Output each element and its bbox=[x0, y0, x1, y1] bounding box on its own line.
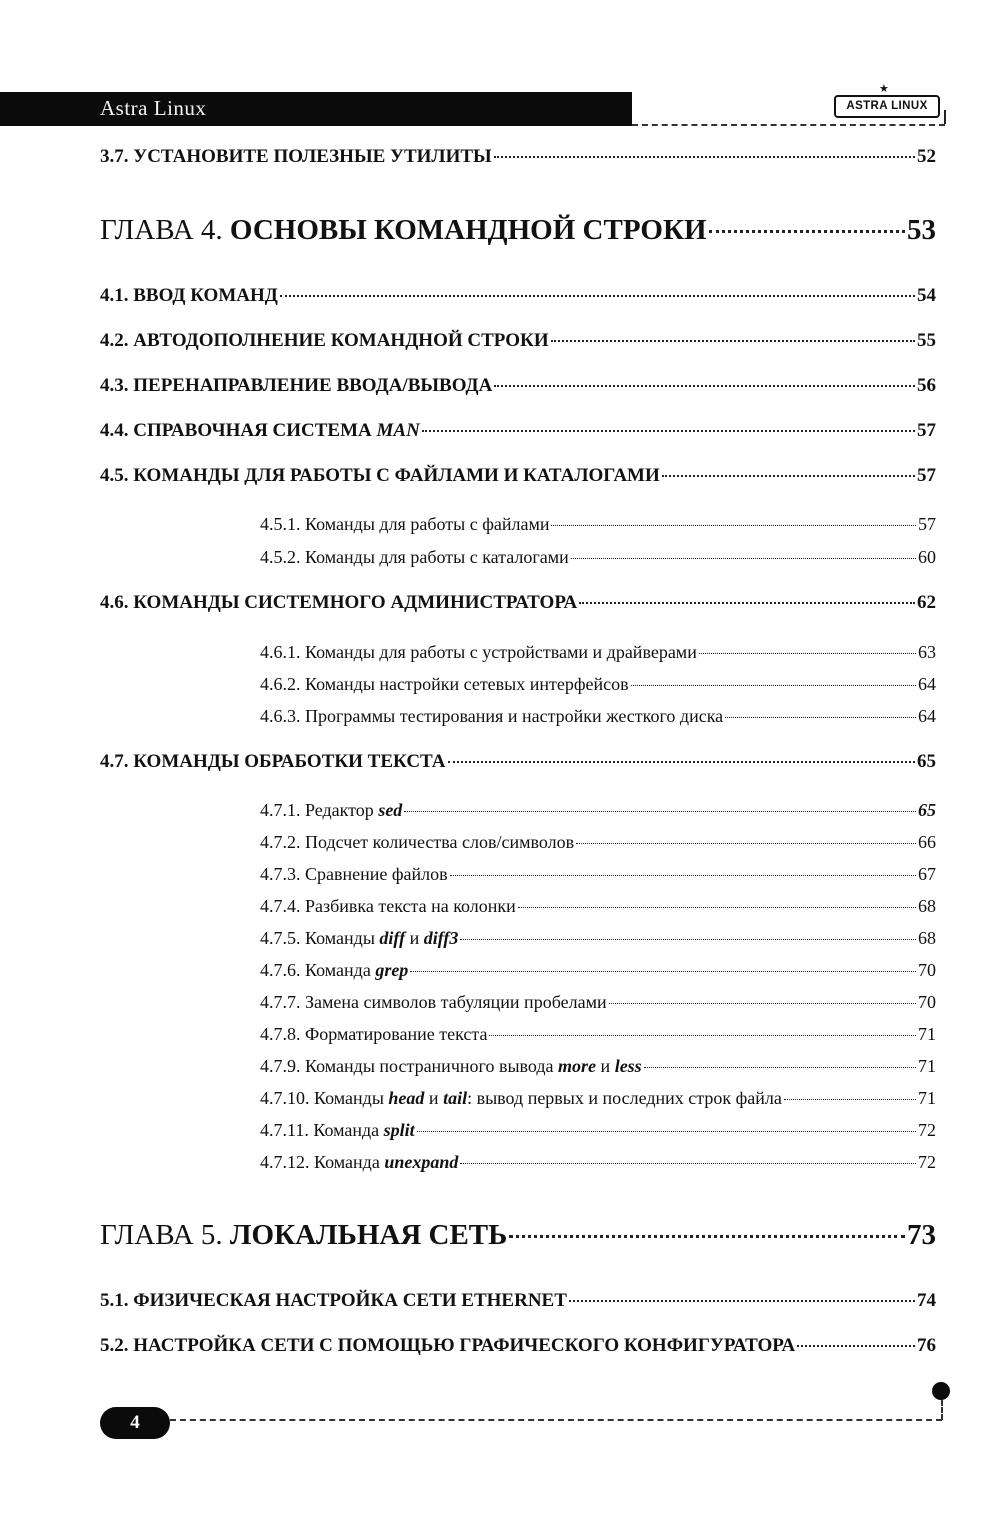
toc-page: 68 bbox=[918, 896, 936, 916]
toc-page: 63 bbox=[918, 642, 936, 662]
toc-entry-4-7-1[interactable] bbox=[260, 800, 936, 821]
toc-entry-4-6[interactable] bbox=[100, 592, 936, 614]
toc-label: 4.2. АВТОДОПОЛНЕНИЕ КОМАНДНОЙ СТРОКИ bbox=[100, 330, 549, 351]
toc-page: 66 bbox=[918, 832, 936, 852]
toc-entry-4-6-1[interactable] bbox=[260, 642, 936, 663]
toc-label: 4.7.3. Сравнение файлов bbox=[260, 864, 448, 884]
toc-label: 3.7. УСТАНОВИТЕ ПОЛЕЗНЫЕ УТИЛИТЫ bbox=[100, 146, 492, 167]
toc-entry-4-6-3[interactable] bbox=[260, 706, 936, 727]
command-term: grep bbox=[375, 960, 409, 980]
leader-dots bbox=[609, 1003, 916, 1004]
leader-dots bbox=[797, 1345, 915, 1347]
astra-linux-logo: ASTRA LINUX bbox=[834, 95, 940, 118]
toc-page: 76 bbox=[917, 1335, 936, 1356]
toc-label bbox=[260, 928, 458, 949]
toc-entry-4-7-9[interactable] bbox=[260, 1056, 936, 1077]
toc-page: 57 bbox=[917, 465, 936, 486]
toc-label: 4.3. ПЕРЕНАПРАВЛЕНИЕ ВВОДА/ВЫВОДА bbox=[100, 375, 493, 396]
toc-page: 67 bbox=[918, 864, 936, 884]
toc-label: 4.7.7. Замена символов табуляции пробелами bbox=[260, 992, 607, 1012]
toc-chapter-5[interactable] bbox=[100, 1219, 936, 1252]
toc-entry-4-7-4[interactable] bbox=[260, 896, 936, 917]
toc-label-text: 4.7.9. Команды постраничного вывода bbox=[260, 1056, 559, 1076]
toc-page: 55 bbox=[917, 330, 936, 351]
toc-label bbox=[260, 800, 402, 821]
toc-chapter-4[interactable] bbox=[100, 214, 936, 247]
leader-dots bbox=[662, 475, 915, 477]
toc-label: 5.1. ФИЗИЧЕСКАЯ НАСТРОЙКА СЕТИ ETHERNET bbox=[100, 1290, 567, 1311]
toc-label: 4.5.2. Команды для работы с каталогами bbox=[260, 547, 569, 567]
toc-page: 57 bbox=[918, 514, 936, 534]
toc-label bbox=[260, 1088, 782, 1109]
chapter-prefix: ГЛАВА 5. bbox=[100, 1219, 230, 1251]
toc-label: 4.5.1. Команды для работы с файлами bbox=[260, 514, 550, 534]
toc-entry-4-7[interactable] bbox=[100, 751, 936, 773]
footer-bullet-icon bbox=[932, 1382, 950, 1400]
logo-star-icon: ★ bbox=[879, 83, 889, 95]
chapter-heading bbox=[100, 1219, 507, 1252]
chapter-title: ЛОКАЛЬНАЯ СЕТЬ bbox=[229, 1219, 508, 1251]
toc-page: 65 bbox=[918, 800, 936, 820]
toc-entry-4-7-12[interactable] bbox=[260, 1152, 936, 1173]
toc-entry-3-7[interactable] bbox=[100, 146, 936, 168]
leader-dots bbox=[450, 875, 916, 876]
man-term: MAN bbox=[376, 420, 420, 441]
running-header-title: Astra Linux bbox=[100, 96, 207, 120]
toc-label bbox=[260, 1056, 642, 1077]
toc-label: 4.1. ВВОД КОМАНД bbox=[100, 285, 278, 306]
toc-page: 70 bbox=[918, 992, 936, 1012]
toc-page: 72 bbox=[918, 1120, 936, 1140]
header-rule-end bbox=[944, 110, 946, 124]
leader-dots bbox=[489, 1035, 916, 1036]
leader-dots bbox=[725, 717, 916, 718]
leader-dots bbox=[494, 156, 915, 158]
toc-page: 60 bbox=[918, 547, 936, 567]
toc-label-tail: : вывод первых и последних строк файла bbox=[467, 1088, 782, 1108]
leader-dots bbox=[551, 340, 915, 342]
chapter-prefix: ГЛАВА 4. bbox=[100, 214, 230, 246]
toc-label bbox=[100, 420, 420, 442]
toc-label bbox=[260, 1152, 458, 1173]
leader-dots bbox=[576, 843, 916, 844]
toc-label: 4.6.3. Программы тестирования и настройки жесткого диска bbox=[260, 706, 724, 726]
leader-dots bbox=[631, 685, 916, 686]
leader-dots bbox=[448, 761, 916, 763]
toc-entry-4-5-1[interactable] bbox=[260, 514, 936, 535]
toc-label-text: 4.7.1. Редактор bbox=[260, 800, 379, 820]
footer-dashed-rule bbox=[170, 1419, 942, 1421]
toc-page: 71 bbox=[918, 1088, 936, 1108]
toc-page: 70 bbox=[918, 960, 936, 980]
toc-page: 71 bbox=[918, 1056, 936, 1076]
toc-label: 4.6.1. Команды для работы с устройствами и драйверами bbox=[260, 642, 697, 662]
leader-dots bbox=[571, 558, 916, 559]
toc-page: 54 bbox=[917, 285, 936, 306]
toc-page: 53 bbox=[907, 214, 936, 246]
toc-entry-4-5[interactable] bbox=[100, 465, 936, 487]
toc-label bbox=[260, 960, 408, 981]
conjunction: и bbox=[424, 1088, 444, 1108]
leader-dots bbox=[509, 1235, 905, 1238]
toc-page: 64 bbox=[918, 674, 936, 694]
toc-entry-4-7-3[interactable] bbox=[260, 864, 936, 885]
toc-label-text: 4.7.11. Команда bbox=[260, 1120, 384, 1140]
toc-entry-4-3[interactable] bbox=[100, 375, 936, 397]
leader-dots bbox=[518, 907, 916, 908]
toc-page: 72 bbox=[918, 1152, 936, 1172]
leader-dots bbox=[460, 1163, 916, 1164]
leader-dots bbox=[280, 295, 915, 297]
toc-page: 56 bbox=[917, 375, 936, 396]
toc-label-text: 4.7.10. Команды bbox=[260, 1088, 389, 1108]
toc-label-text: 4.7.6. Команда bbox=[260, 960, 376, 980]
toc-label: 4.6.2. Команды настройки сетевых интерфейсов bbox=[260, 674, 629, 694]
toc-label: 4.6. КОМАНДЫ СИСТЕМНОГО АДМИНИСТРАТОРА bbox=[100, 592, 578, 613]
toc-entry-4-2[interactable] bbox=[100, 330, 936, 352]
command-term: unexpand bbox=[384, 1152, 459, 1172]
toc-page: 68 bbox=[918, 928, 936, 948]
toc-label: 4.7.2. Подсчет количества слов/символов bbox=[260, 832, 575, 852]
command-term: diff3 bbox=[423, 928, 459, 948]
toc-page: 62 bbox=[917, 592, 936, 613]
toc-label bbox=[260, 1120, 415, 1141]
leader-dots bbox=[422, 430, 915, 432]
toc-label: 4.7.8. Форматирование текста bbox=[260, 1024, 488, 1044]
leader-dots bbox=[579, 602, 915, 604]
command-term: less bbox=[614, 1056, 642, 1076]
footer-rule-end bbox=[941, 1400, 943, 1420]
toc-label-text: 4.7.5. Команды bbox=[260, 928, 380, 948]
command-term: tail bbox=[443, 1088, 468, 1108]
leader-dots bbox=[551, 525, 916, 526]
leader-dots bbox=[460, 939, 916, 940]
toc-page: 64 bbox=[918, 706, 936, 726]
toc-label: 4.5. КОМАНДЫ ДЛЯ РАБОТЫ С ФАЙЛАМИ И КАТАЛОГАМИ bbox=[100, 465, 660, 486]
header-dashed-rule bbox=[632, 124, 945, 126]
toc-page: 73 bbox=[907, 1219, 936, 1251]
toc-page: 52 bbox=[917, 146, 936, 167]
command-term: sed bbox=[378, 800, 403, 820]
toc-label: 4.7.4. Разбивка текста на колонки bbox=[260, 896, 516, 916]
leader-dots bbox=[644, 1067, 916, 1068]
command-term: more bbox=[558, 1056, 597, 1076]
leader-dots bbox=[404, 811, 916, 812]
leader-dots bbox=[410, 971, 916, 972]
leader-dots bbox=[569, 1300, 915, 1302]
toc-entry-4-6-2[interactable] bbox=[260, 674, 936, 695]
toc-entry-4-7-11[interactable] bbox=[260, 1120, 936, 1141]
toc-entry-4-7-5[interactable] bbox=[260, 928, 936, 949]
toc-entry-5-1[interactable] bbox=[100, 1290, 936, 1312]
toc-label: 5.2. НАСТРОЙКА СЕТИ С ПОМОЩЬЮ ГРАФИЧЕСКОГО КОНФИГУРАТОРА bbox=[100, 1335, 796, 1356]
chapter-heading bbox=[100, 214, 707, 247]
toc-page: 65 bbox=[917, 751, 936, 772]
toc-entry-4-4[interactable] bbox=[100, 420, 936, 442]
leader-dots bbox=[709, 230, 905, 233]
toc-page: 74 bbox=[917, 1290, 936, 1311]
toc-entry-5-2[interactable] bbox=[100, 1335, 936, 1357]
leader-dots bbox=[699, 653, 916, 654]
leader-dots bbox=[494, 385, 915, 387]
leader-dots bbox=[417, 1131, 916, 1132]
toc-entry-4-7-10[interactable] bbox=[260, 1088, 936, 1109]
toc-entry-4-1[interactable] bbox=[100, 285, 936, 307]
toc-label-text: 4.7.12. Команда bbox=[260, 1152, 385, 1172]
toc-page: 57 bbox=[917, 420, 936, 441]
command-term: split bbox=[383, 1120, 415, 1140]
header-bar bbox=[0, 92, 632, 126]
toc-entry-4-5-2[interactable] bbox=[260, 547, 936, 568]
leader-dots bbox=[784, 1099, 916, 1100]
conjunction: и bbox=[596, 1056, 615, 1076]
toc-entry-4-7-7[interactable] bbox=[260, 992, 936, 1013]
command-term: diff bbox=[379, 928, 406, 948]
toc-entry-4-7-6[interactable] bbox=[260, 960, 936, 981]
page-number-badge: 4 bbox=[100, 1407, 170, 1439]
chapter-title: ОСНОВЫ КОМАНДНОЙ СТРОКИ bbox=[229, 214, 707, 246]
command-term: head bbox=[388, 1088, 425, 1108]
conjunction: и bbox=[405, 928, 424, 948]
toc-label: 4.7. КОМАНДЫ ОБРАБОТКИ ТЕКСТА bbox=[100, 751, 446, 772]
toc-label-text: 4.4. СПРАВОЧНАЯ СИСТЕМА bbox=[100, 420, 377, 441]
toc-page: 71 bbox=[918, 1024, 936, 1044]
toc-entry-4-7-8[interactable] bbox=[260, 1024, 936, 1045]
toc-entry-4-7-2[interactable] bbox=[260, 832, 936, 853]
